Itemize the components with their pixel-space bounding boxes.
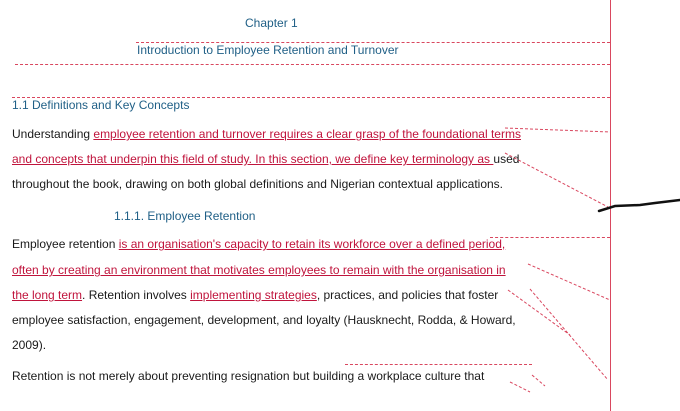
- chapter-title: Introduction to Employee Retention and Turnover: [137, 43, 399, 57]
- tracked-insertion[interactable]: employee retention and turnover requires a clear grasp of the foundational terms: [93, 127, 521, 141]
- para3-line1: Retention is not merely about preventing resignation but building a workplace culture that: [12, 369, 485, 383]
- connector-line: [530, 289, 608, 380]
- connector-line: [508, 290, 570, 335]
- connector-line: [505, 153, 608, 207]
- para1-line3: throughout the book, drawing on both global definitions and Nigerian contextual applications.: [12, 177, 504, 191]
- pen-stroke: [599, 200, 680, 211]
- para1-line2: [12, 152, 519, 166]
- para2-dash-line: [490, 237, 610, 238]
- body-text: . Retention involves: [82, 288, 191, 302]
- section-heading: 1.1 Definitions and Key Concepts: [12, 98, 190, 112]
- para2-line5: 2009).: [12, 338, 47, 352]
- body-text: , practices, and policies that foster: [316, 288, 499, 302]
- tracked-insertion[interactable]: and concepts that underpin this field of study. In this section, we define key terminology as: [12, 152, 494, 166]
- para2-line4: employee satisfaction, engagement, development, and loyalty (Hausknecht, Rodda, & Howard,: [12, 313, 516, 327]
- tracked-insertion[interactable]: implementing strategies: [190, 288, 317, 302]
- para2-line1: [12, 237, 505, 251]
- body-text: Employee retention: [12, 237, 119, 251]
- body-text: Understanding: [12, 127, 94, 141]
- connector-line: [528, 264, 610, 300]
- tracked-insertion[interactable]: the long term: [12, 288, 83, 302]
- connector-line: [532, 375, 545, 386]
- subsection-heading: 1.1.1. Employee Retention: [114, 209, 256, 223]
- tracked-insertion[interactable]: is an organisation's capacity to retain its workforce over a defined period,: [118, 237, 506, 251]
- chapter-heading: Chapter 1: [245, 16, 298, 30]
- markup-margin-line: [610, 0, 611, 411]
- para2-line3: [12, 288, 498, 302]
- connector-line: [510, 382, 530, 392]
- para2-line2: [12, 263, 506, 277]
- title-dash-line: [15, 64, 610, 65]
- para1-line1: [12, 127, 521, 141]
- para3-dash-line: [345, 364, 532, 365]
- body-text: used: [493, 152, 520, 166]
- tracked-insertion[interactable]: often by creating an environment that motivates employees to remain with the organisation in: [12, 263, 506, 277]
